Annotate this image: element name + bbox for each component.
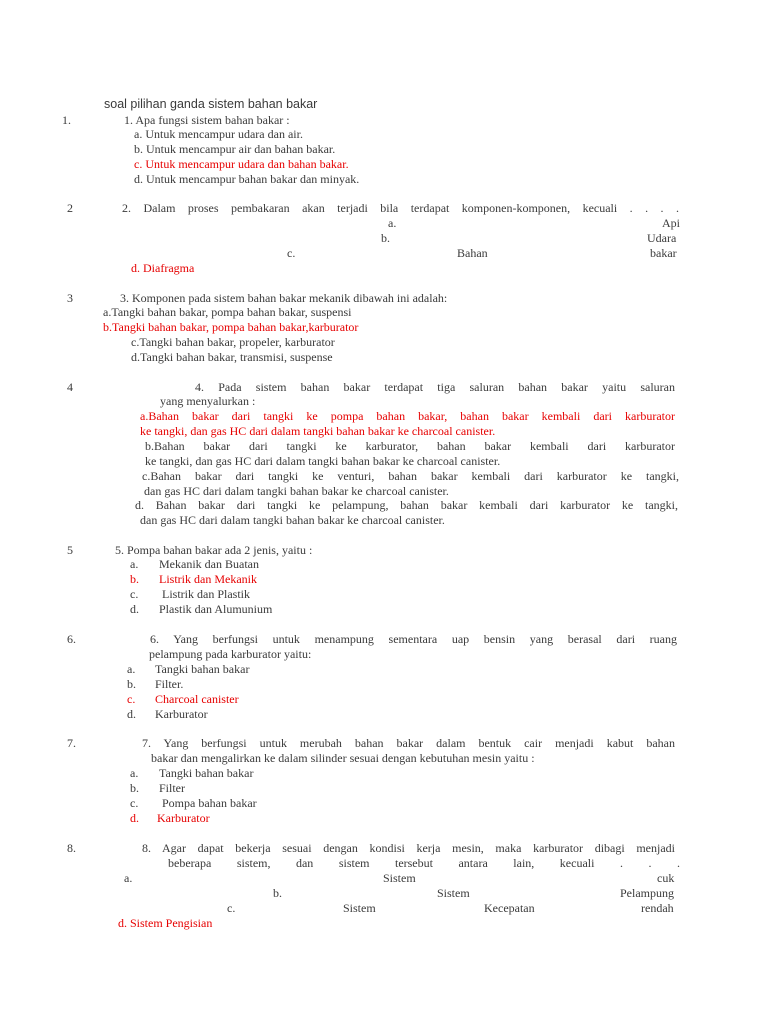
q8-option-c-word1: Sistem [343, 901, 376, 915]
q2-option-c-word2: bakar [650, 246, 677, 260]
q8-word: kecuali [559, 856, 595, 870]
q8-word: antara [458, 856, 488, 870]
q2-option-a-text: Api [662, 216, 680, 230]
q3-number: 3 [67, 291, 73, 305]
q1-number: 1. [62, 113, 71, 127]
q8-question-line1: 8. Agar dapat bekerja sesuai dengan kondisi kerja mesin, maka karburator dibagi menjadi [142, 841, 675, 855]
q4-option-a-answer-line1: a.Bahan bakar dari tangki ke pompa bahan bakar, bahan bakar kembali dari karburator [140, 409, 675, 423]
q5-option-c-text: Listrik dan Plastik [162, 587, 250, 601]
q8-option-c-word3: rendah [641, 901, 674, 915]
q4-option-c-line1: c.Bahan bakar dari tangki ke venturi, bahan bakar kembali dari karburator ke tangki, [142, 469, 679, 483]
q8-word: . [619, 856, 623, 870]
q7-option-c-text: Pompa bahan bakar [162, 796, 257, 810]
q5-option-b-answer: Listrik dan Mekanik [159, 572, 257, 586]
q7-option-c-letter: c. [130, 796, 139, 810]
page-title: soal pilihan ganda sistem bahan bakar [104, 97, 318, 111]
q6-question-line1: 6. Yang berfungsi untuk menampung sementara uap bensin yang berasal dari ruang [150, 632, 677, 646]
q3-option-d: d.Tangki bahan bakar, transmisi, suspense [131, 350, 333, 364]
q1-option-c-answer: c. Untuk mencampur udara dan bahan bakar. [134, 157, 349, 171]
q8-option-b-letter: b. [273, 886, 282, 900]
q8-word: beberapa [168, 856, 212, 870]
q6-number: 6. [67, 632, 76, 646]
q7-question-line1: 7. Yang berfungsi untuk merubah bahan bakar dalam bentuk cair menjadi kabut bahan [142, 736, 675, 750]
q7-option-d-answer: Karburator [157, 811, 210, 825]
q7-option-b-letter: b. [130, 781, 139, 795]
q6-option-c-answer: Charcoal canister [155, 692, 239, 706]
q8-option-c-letter: c. [227, 901, 236, 915]
q1-option-d: d. Untuk mencampur bahan bakar dan minyak. [134, 172, 360, 186]
q6-option-a-text: Tangki bahan bakar [155, 662, 250, 676]
q5-option-a-text: Mekanik dan Buatan [159, 557, 259, 571]
q7-option-a-letter: a. [130, 766, 139, 780]
q4-option-b-line2: ke tangki, dan gas HC dari dalam tangki bahan bakar ke charcoal canister. [145, 454, 501, 468]
q6-question-line2: pelampung pada karburator yaitu: [149, 647, 312, 661]
q2-option-d-answer: d. Diafragma [131, 261, 195, 275]
q4-question-line2: yang menyalurkan : [160, 394, 256, 408]
q8-word: . [676, 856, 680, 870]
q1-question: 1. Apa fungsi sistem bahan bakar : [124, 113, 290, 127]
q2-option-c-letter: c. [287, 246, 296, 260]
q5-option-d-letter: d. [130, 602, 139, 616]
q4-option-d-line1: d. Bahan bakar dari tangki ke pelampung, bahan bakar kembali dari karburator ke tangki, [135, 498, 678, 512]
q8-number: 8. [67, 841, 76, 855]
q5-option-b-letter: b. [130, 572, 139, 586]
q2-option-c-word1: Bahan [457, 246, 488, 260]
q5-option-c-letter: c. [130, 587, 139, 601]
q7-question-line2: bakar dan mengalirkan ke dalam silinder sesuai dengan kebutuhan mesin yaitu : [151, 751, 535, 765]
q3-option-a: a.Tangki bahan bakar, pompa bahan bakar, suspensi [103, 305, 352, 319]
q2-question: 2. Dalam proses pembakaran akan terjadi bila terdapat komponen-komponen, kecuali . . . . [122, 201, 679, 215]
q5-question: 5. Pompa bahan bakar ada 2 jenis, yaitu : [115, 543, 313, 557]
q4-option-b-line1: b.Bahan bakar dari tangki ke karburator, bahan bakar kembali dari karburator [145, 439, 675, 453]
q8-word: sistem, [236, 856, 271, 870]
q8-word: lain, [513, 856, 535, 870]
q3-option-b-answer: b.Tangki bahan bakar, pompa bahan bakar,karburator [103, 320, 359, 334]
q6-option-b-text: Filter. [155, 677, 184, 691]
q8-word: sistem [338, 856, 370, 870]
q6-option-a-letter: a. [127, 662, 136, 676]
q8-option-b-word1: Sistem [437, 886, 470, 900]
q4-option-a-answer-line2: ke tangki, dan gas HC dari dalam tangki bahan bakar ke charcoal canister. [140, 424, 496, 438]
q7-option-b-text: Filter [159, 781, 185, 795]
q2-option-b-letter: b. [381, 231, 390, 245]
q7-option-d-letter: d. [130, 811, 139, 825]
q8-option-b-word2: Pelampung [620, 886, 674, 900]
q6-option-c-letter: c. [127, 692, 136, 706]
q8-option-d-answer: d. Sistem Pengisian [118, 916, 213, 930]
q2-option-a-letter: a. [388, 216, 397, 230]
q8-option-c-word2: Kecepatan [484, 901, 535, 915]
q5-number: 5 [67, 543, 73, 557]
q7-option-a-text: Tangki bahan bakar [159, 766, 254, 780]
q4-option-d-line2: dan gas HC dari dalam tangki bahan bakar ke charcoal canister. [140, 513, 445, 527]
q6-option-d-text: Karburator [155, 707, 208, 721]
q5-option-a-letter: a. [130, 557, 139, 571]
q4-option-c-line2: dan gas HC dari dalam tangki bahan bakar ke charcoal canister. [144, 484, 449, 498]
q8-question-line2 [168, 856, 680, 871]
q8-option-a-word1: Sistem [383, 871, 416, 885]
q8-word: . [648, 856, 652, 870]
q1-option-a: a. Untuk mencampur udara dan air. [134, 127, 303, 141]
q3-option-c: c.Tangki bahan bakar, propeler, karburator [131, 335, 335, 349]
q7-number: 7. [67, 736, 76, 750]
q5-option-d-text: Plastik dan Alumunium [159, 602, 273, 616]
q8-word: tersebut [394, 856, 433, 870]
q4-number: 4 [67, 380, 73, 394]
q8-word: dan [295, 856, 314, 870]
q2-option-b-text: Udara [647, 231, 677, 245]
q1-option-b: b. Untuk mencampur air dan bahan bakar. [134, 142, 336, 156]
q4-question-line1: 4. Pada sistem bahan bakar terdapat tiga saluran bahan bakar yaitu saluran [195, 380, 675, 394]
q3-question: 3. Komponen pada sistem bahan bakar mekanik dibawah ini adalah: [120, 291, 448, 305]
q8-option-a-word2: cuk [657, 871, 675, 885]
q8-option-a-letter: a. [124, 871, 133, 885]
q6-option-b-letter: b. [127, 677, 136, 691]
q6-option-d-letter: d. [127, 707, 136, 721]
q2-number: 2 [67, 201, 73, 215]
